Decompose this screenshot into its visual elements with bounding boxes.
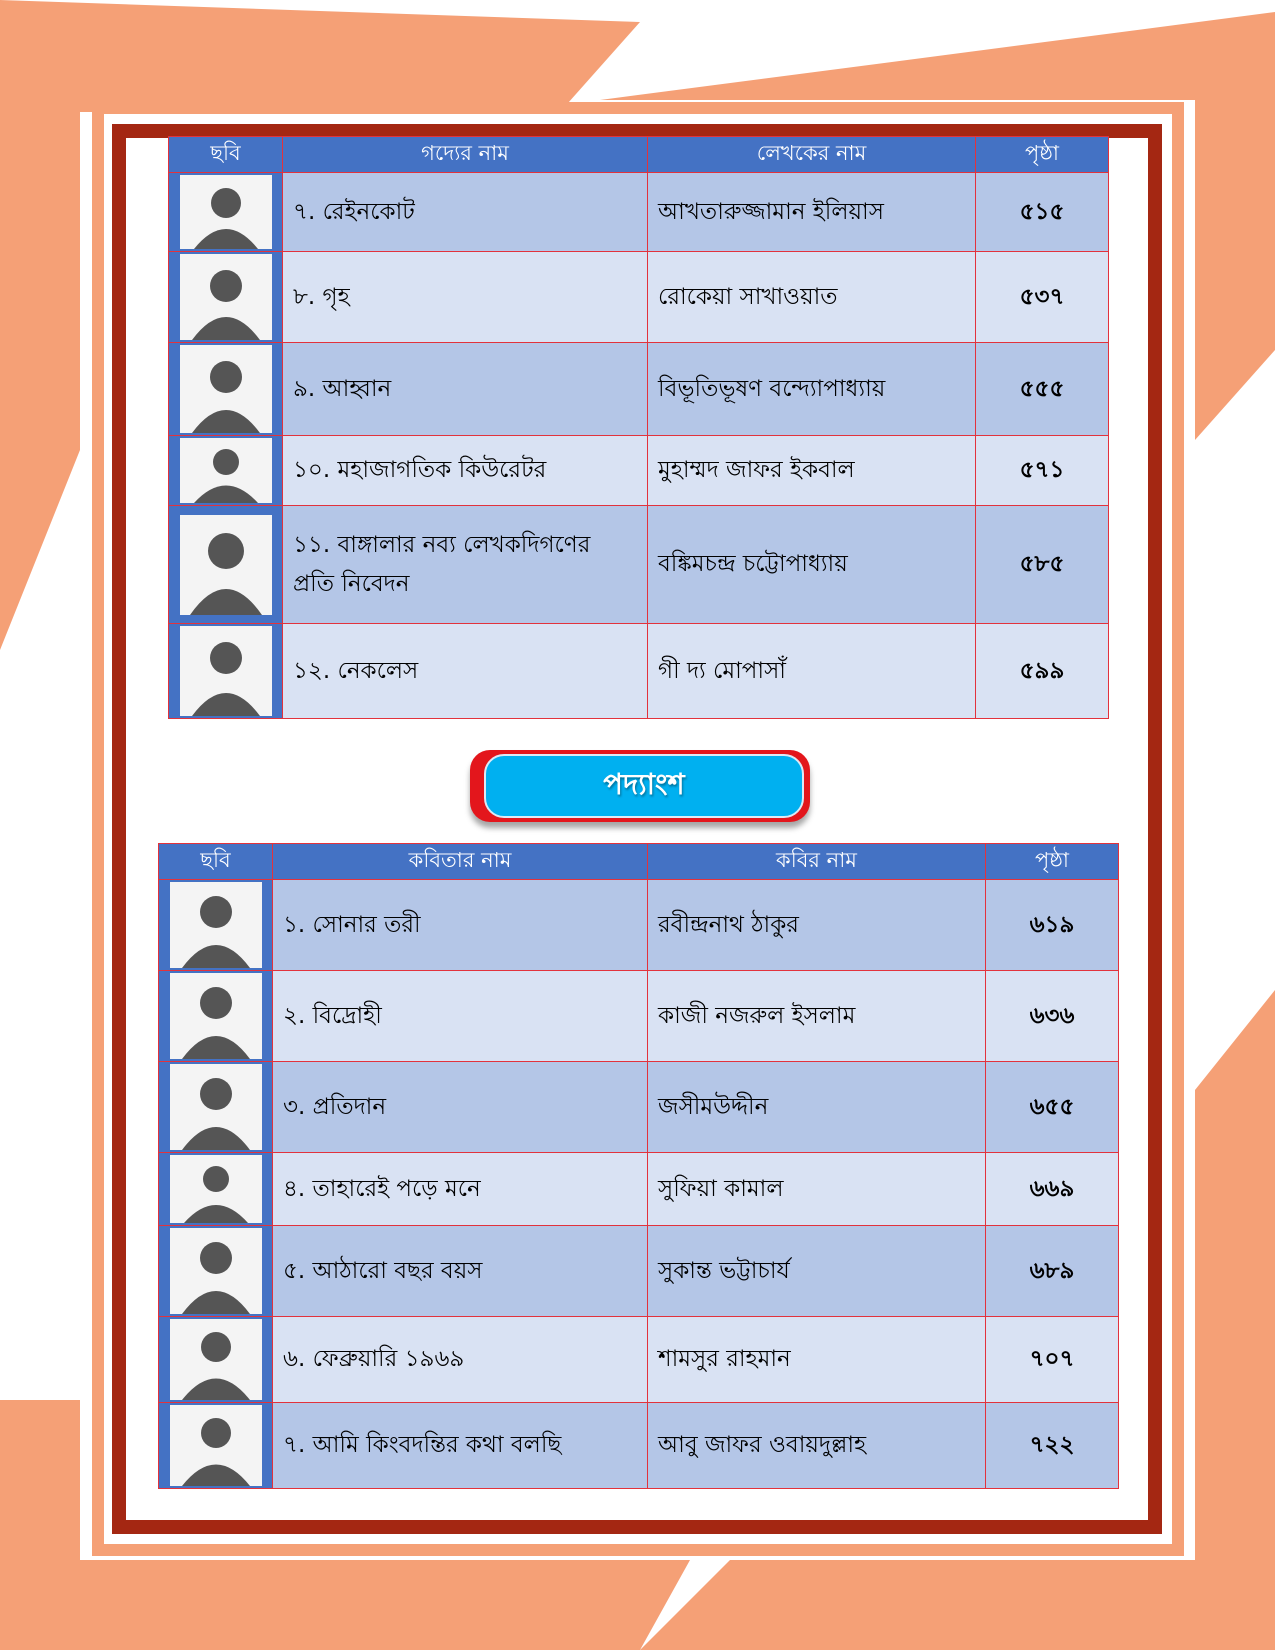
portrait-cell: [159, 971, 273, 1062]
table-row: [169, 506, 1109, 624]
header-page: পৃষ্ঠা: [986, 844, 1119, 880]
page-number: ৬৮৯: [986, 1226, 1119, 1317]
poetry-table: [158, 843, 1119, 1489]
portrait-icon: [180, 626, 272, 716]
portrait-icon: [180, 175, 272, 249]
poet-name: রবীন্দ্রনাথ ঠাকুর: [648, 880, 986, 971]
page-number: ৫৩৭: [976, 252, 1109, 343]
poem-title: ৬. ফেব্রুয়ারি ১৯৬৯: [273, 1317, 648, 1403]
table-row: [159, 1403, 1119, 1489]
portrait-cell: [159, 1403, 273, 1489]
poet-name: সুফিয়া কামাল: [648, 1153, 986, 1226]
page-number: ৬৬৯: [986, 1153, 1119, 1226]
poetry-table-header: [159, 844, 1119, 880]
poem-title: ২. বিদ্রোহী: [273, 971, 648, 1062]
prose-table-header: [169, 137, 1109, 173]
table-row: [159, 1062, 1119, 1153]
table-row: [169, 436, 1109, 506]
prose-title: ৯. আহ্বান: [283, 343, 648, 436]
portrait-icon: [170, 1319, 262, 1400]
poem-title: ৩. প্রতিদান: [273, 1062, 648, 1153]
page-number: ৫৭১: [976, 436, 1109, 506]
author-name: রোকেয়া সাখাওয়াত: [648, 252, 976, 343]
section-heading-badge: [470, 750, 810, 822]
portrait-cell: [159, 880, 273, 971]
header-prose-title: গদ্যের নাম: [283, 137, 648, 173]
page-number: ৬৩৬: [986, 971, 1119, 1062]
prose-title: ১২. নেকলেস: [283, 624, 648, 719]
poem-title: ১. সোনার তরী: [273, 880, 648, 971]
page-number: ৬৫৫: [986, 1062, 1119, 1153]
portrait-icon: [170, 1155, 262, 1223]
portrait-cell: [159, 1226, 273, 1317]
poem-title: ৪. তাহারেই পড়ে মনে: [273, 1153, 648, 1226]
table-row: [159, 971, 1119, 1062]
poet-name: জসীমউদ্দীন: [648, 1062, 986, 1153]
table-row: [159, 880, 1119, 971]
table-row: [169, 173, 1109, 252]
portrait-cell: [169, 436, 283, 506]
section-heading: পদ্যাংশ: [484, 754, 804, 818]
portrait-cell: [169, 173, 283, 252]
poet-name: কাজী নজরুল ইসলাম: [648, 971, 986, 1062]
header-image: ছবি: [169, 137, 283, 173]
poet-name: সুকান্ত ভট্টাচার্য: [648, 1226, 986, 1317]
author-name: মুহাম্মদ জাফর ইকবাল: [648, 436, 976, 506]
page-number: ৬১৯: [986, 880, 1119, 971]
author-name: বিভূতিভূষণ বন্দ্যোপাধ্যায়: [648, 343, 976, 436]
table-row: [159, 1153, 1119, 1226]
portrait-icon: [180, 345, 272, 433]
table-row: [169, 252, 1109, 343]
prose-table: [168, 136, 1109, 719]
prose-title: ৭. রেইনকোট: [283, 173, 648, 252]
page-number: ৫১৫: [976, 173, 1109, 252]
portrait-cell: [169, 506, 283, 624]
portrait-icon: [180, 254, 272, 340]
page-number: ৫৫৫: [976, 343, 1109, 436]
portrait-icon: [170, 882, 262, 968]
prose-title: ৮. গৃহ: [283, 252, 648, 343]
page-number: ৭০৭: [986, 1317, 1119, 1403]
portrait-cell: [159, 1153, 273, 1226]
header-author: লেখকের নাম: [648, 137, 976, 173]
author-name: বঙ্কিমচন্দ্র চট্টোপাধ্যায়: [648, 506, 976, 624]
portrait-icon: [170, 1405, 262, 1486]
portrait-icon: [170, 1228, 262, 1314]
portrait-icon: [170, 973, 262, 1059]
page-number: ৫৮৫: [976, 506, 1109, 624]
poem-title: ৫. আঠারো বছর বয়স: [273, 1226, 648, 1317]
table-row: [159, 1317, 1119, 1403]
page-number: ৭২২: [986, 1403, 1119, 1489]
header-poem-title: কবিতার নাম: [273, 844, 648, 880]
portrait-cell: [169, 624, 283, 719]
table-row: [159, 1226, 1119, 1317]
header-image: ছবি: [159, 844, 273, 880]
portrait-icon: [180, 515, 272, 615]
portrait-cell: [169, 252, 283, 343]
page-number: ৫৯৯: [976, 624, 1109, 719]
author-name: আখতারুজ্জামান ইলিয়াস: [648, 173, 976, 252]
portrait-cell: [159, 1317, 273, 1403]
prose-title: ১০. মহাজাগতিক কিউরেটর: [283, 436, 648, 506]
table-row: [169, 343, 1109, 436]
portrait-icon: [170, 1064, 262, 1150]
table-row: [169, 624, 1109, 719]
poem-title: ৭. আমি কিংবদন্তির কথা বলছি: [273, 1403, 648, 1489]
portrait-icon: [180, 438, 272, 503]
portrait-cell: [159, 1062, 273, 1153]
prose-title: ১১. বাঙ্গালার নব্য লেখকদিগণের প্রতি নিবেদন: [283, 506, 648, 624]
header-poet: কবির নাম: [648, 844, 986, 880]
author-name: গী দ্য মোপাসাঁ: [648, 624, 976, 719]
portrait-cell: [169, 343, 283, 436]
header-page: পৃষ্ঠা: [976, 137, 1109, 173]
poet-name: শামসুর রাহমান: [648, 1317, 986, 1403]
poet-name: আবু জাফর ওবায়দুল্লাহ: [648, 1403, 986, 1489]
